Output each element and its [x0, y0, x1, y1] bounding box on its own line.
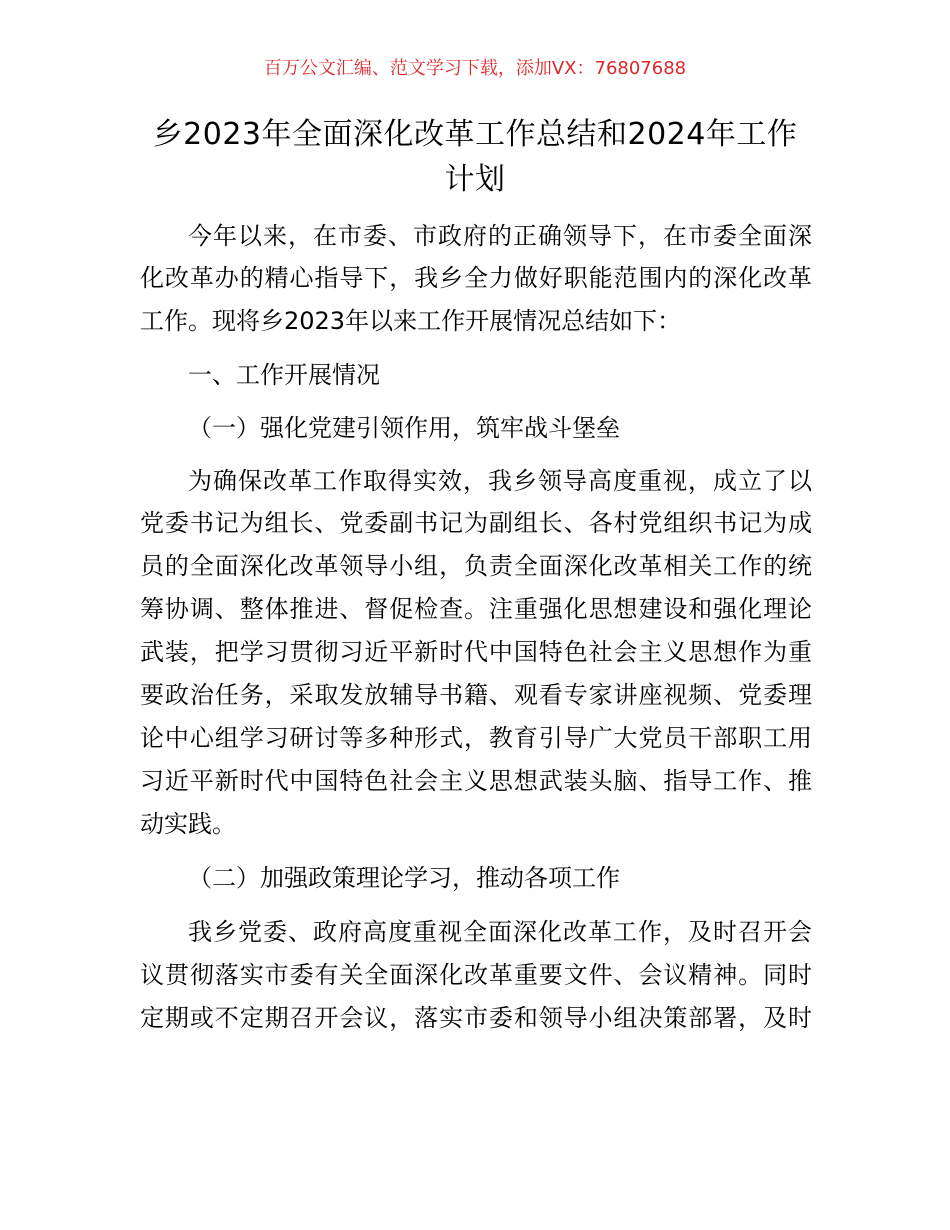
- watermark-header: 百万公文汇编、范文学习下载，添加VX：76807688: [263, 58, 687, 79]
- paragraph-line: 为确保改革工作取得实效，我乡领导高度重视，成立了以: [188, 467, 812, 495]
- subsection-heading: （一）强化党建引领作用，筑牢战斗堡垒: [188, 414, 620, 442]
- paragraph-line: 动实践。: [140, 810, 236, 838]
- paragraph-line: 党委书记为组长、党委副书记为副组长、各村党组织书记为成: [140, 509, 812, 537]
- subsection-heading: （二）加强政策理论学习，推动各项工作: [188, 864, 620, 892]
- section-heading: 一、工作开展情况: [188, 361, 380, 389]
- paragraph-line: 论中心组学习研讨等多种形式，教育引导广大党员干部职工用: [140, 724, 812, 752]
- paragraph-line: 工作。现将乡2023年以来工作开展情况总结如下：: [140, 307, 682, 335]
- paragraph-line: 议贯彻落实市委有关全面深化改革重要文件、会议精神。同时: [140, 961, 812, 989]
- paragraph-line: 要政治任务，采取发放辅导书籍、观看专家讲座视频、党委理: [140, 681, 812, 709]
- paragraph-line: 习近平新时代中国特色社会主义思想武装头脑、指导工作、推: [140, 767, 812, 795]
- paragraph-line: 今年以来，在市委、市政府的正确领导下，在市委全面深: [188, 222, 812, 250]
- paragraph-line: 化改革办的精心指导下，我乡全力做好职能范围内的深化改革: [140, 264, 812, 292]
- paragraph-line: 我乡党委、政府高度重视全面深化改革工作，及时召开会: [188, 918, 812, 946]
- paragraph-line: 员的全面深化改革领导小组，负责全面深化改革相关工作的统: [140, 552, 812, 580]
- document-title: 乡2023年全面深化改革工作总结和2024年工作计划: [152, 117, 798, 197]
- paragraph-line: 筹协调、整体推进、督促检查。注重强化思想建设和强化理论: [140, 595, 812, 623]
- paragraph-line: 武装，把学习贯彻习近平新时代中国特色社会主义思想作为重: [140, 638, 812, 666]
- paragraph-line: 定期或不定期召开会议，落实市委和领导小组决策部署，及时: [140, 1004, 812, 1032]
